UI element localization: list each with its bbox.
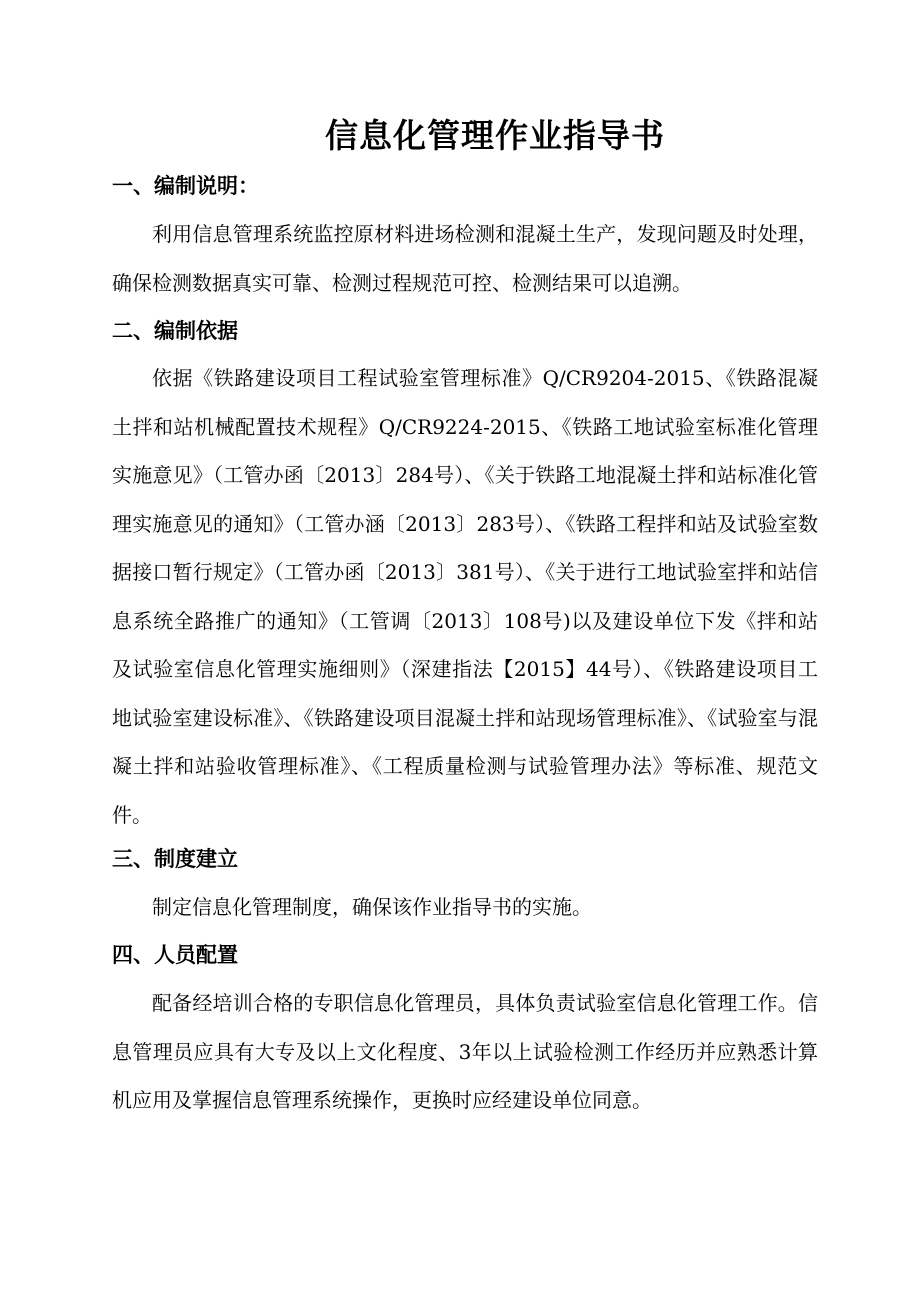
section-body-1: 利用信息管理系统监控原材料进场检测和混凝土生产，发现问题及时处理，确保检测数据真实可靠、检测过程规范可控、检测结果可以追溯。 (112, 222, 818, 295)
section-heading-3: 三、制度建立 (112, 847, 238, 871)
section-body-3: 制定信息化管理制度，确保该作业指导书的实施。 (152, 895, 592, 919)
section-heading-4: 四、人员配置 (112, 943, 238, 967)
document-title: 信息化管理作业指导书 (325, 116, 665, 155)
section-body-2: 依据《铁路建设项目工程试验室管理标准》Q/CR9204-2015、《铁路混凝土拌和站机械配置技术规程》Q/CR9224-2015、《铁路工地试验室标准化管理实施意见》（工管办函〔2013〕284号）、《关于铁路工地混凝土拌和站标准化管理实施意见的通知》（工管办涵〔2013〕283号）、《铁路工程拌和站及试验室数据接口暂行规定》（工管办函〔2013〕381号）、《关于进行工地试验室拌和站信息系统全路推广的通知》（工管调〔2013〕108号)以及建设单位下发《拌和站及试验室信息化管理实施细则》（深建指法【2015】44号）、《铁路建设项目工地试验室建设标准》、《铁路建设项目混凝土拌和站现场管理标准》、《试验室与混凝土拌和站验收管理标准》、《工程质量检测与试验管理办法》等标准、规范文件。 (112, 366, 818, 827)
section-heading-1: 一、编制说明： (112, 174, 259, 198)
section-heading-2: 二、编制依据 (112, 319, 238, 343)
section-body-4: 配备经培训合格的专职信息化管理员，具体负责试验室信息化管理工作。信息管理员应具有大专及以上文化程度、3年以上试验检测工作经历并应熟悉计算机应用及掌握信息管理系统操作，更换时应经建设单位同意。 (112, 991, 818, 1112)
